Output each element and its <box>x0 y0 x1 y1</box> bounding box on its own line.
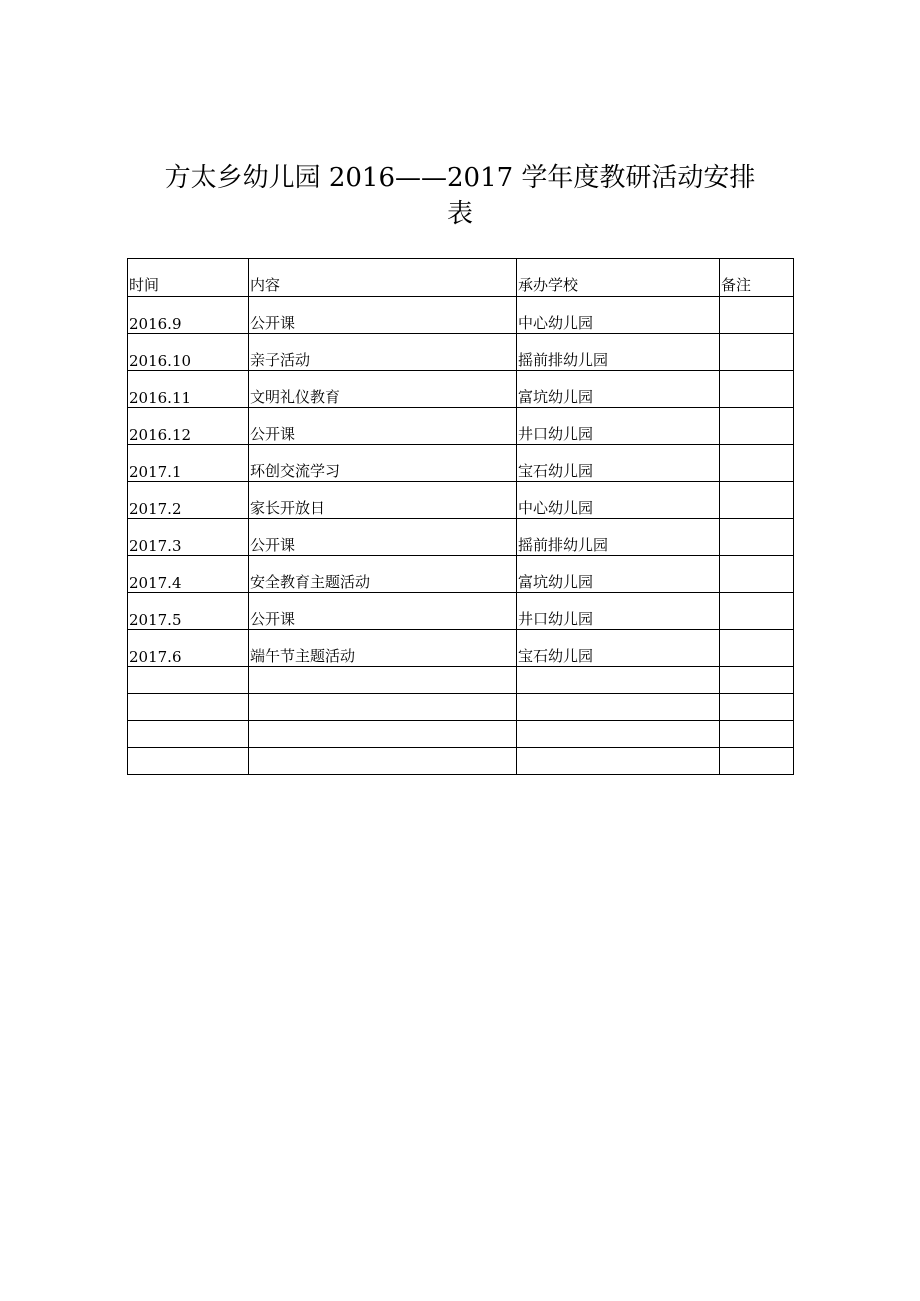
empty-cell <box>517 667 720 694</box>
cell-time: 2017.1 <box>128 445 249 482</box>
cell-school: 中心幼儿园 <box>517 482 720 519</box>
cell-content: 文明礼仪教育 <box>249 371 517 408</box>
header-time: 时间 <box>128 259 249 297</box>
cell-content: 公开课 <box>249 593 517 630</box>
cell-school: 中心幼儿园 <box>517 297 720 334</box>
cell-time: 2017.3 <box>128 519 249 556</box>
table-row <box>128 408 794 445</box>
cell-school: 宝石幼儿园 <box>517 630 720 667</box>
activity-schedule-table <box>127 258 794 775</box>
empty-cell <box>249 667 517 694</box>
document-title <box>150 160 770 232</box>
empty-cell <box>249 721 517 748</box>
cell-school: 摇前排幼儿园 <box>517 519 720 556</box>
empty-cell <box>128 694 249 721</box>
cell-time: 2016.10 <box>128 334 249 371</box>
cell-school: 摇前排幼儿园 <box>517 334 720 371</box>
empty-table-row <box>128 694 794 721</box>
cell-remarks <box>720 519 794 556</box>
empty-cell <box>128 748 249 775</box>
empty-cell <box>128 721 249 748</box>
empty-cell <box>720 694 794 721</box>
cell-time: 2016.12 <box>128 408 249 445</box>
table-row <box>128 519 794 556</box>
cell-content: 亲子活动 <box>249 334 517 371</box>
empty-cell <box>249 694 517 721</box>
empty-table-row <box>128 748 794 775</box>
empty-cell <box>517 748 720 775</box>
table-row <box>128 593 794 630</box>
header-remarks: 备注 <box>720 259 794 297</box>
empty-cell <box>517 721 720 748</box>
empty-cell <box>720 748 794 775</box>
cell-time: 2017.5 <box>128 593 249 630</box>
cell-remarks <box>720 593 794 630</box>
cell-time: 2017.2 <box>128 482 249 519</box>
cell-school: 富坑幼儿园 <box>517 371 720 408</box>
cell-remarks <box>720 556 794 593</box>
cell-content: 公开课 <box>249 519 517 556</box>
header-content: 内容 <box>249 259 517 297</box>
cell-remarks <box>720 334 794 371</box>
table-row <box>128 297 794 334</box>
cell-content: 公开课 <box>249 297 517 334</box>
cell-content: 公开课 <box>249 408 517 445</box>
cell-remarks <box>720 445 794 482</box>
header-school: 承办学校 <box>517 259 720 297</box>
cell-time: 2016.11 <box>128 371 249 408</box>
table-row <box>128 482 794 519</box>
cell-remarks <box>720 408 794 445</box>
cell-content: 端午节主题活动 <box>249 630 517 667</box>
empty-table-row <box>128 667 794 694</box>
cell-remarks <box>720 297 794 334</box>
cell-time: 2017.4 <box>128 556 249 593</box>
table-row <box>128 334 794 371</box>
cell-remarks <box>720 371 794 408</box>
cell-content: 安全教育主题活动 <box>249 556 517 593</box>
empty-cell <box>720 721 794 748</box>
table-row <box>128 371 794 408</box>
cell-content: 环创交流学习 <box>249 445 517 482</box>
cell-remarks <box>720 482 794 519</box>
cell-time: 2017.6 <box>128 630 249 667</box>
cell-school: 富坑幼儿园 <box>517 556 720 593</box>
cell-remarks <box>720 630 794 667</box>
table-row <box>128 556 794 593</box>
empty-cell <box>517 694 720 721</box>
cell-school: 井口幼儿园 <box>517 408 720 445</box>
cell-school: 宝石幼儿园 <box>517 445 720 482</box>
table-header-row <box>128 259 794 297</box>
cell-school: 井口幼儿园 <box>517 593 720 630</box>
empty-cell <box>249 748 517 775</box>
cell-content: 家长开放日 <box>249 482 517 519</box>
table-row <box>128 630 794 667</box>
empty-cell <box>720 667 794 694</box>
title-line-2: 表 <box>446 199 473 229</box>
empty-table-row <box>128 721 794 748</box>
table-row <box>128 445 794 482</box>
empty-cell <box>128 667 249 694</box>
title-line-1: 方太乡幼儿园 2016——2017 学年度教研活动安排 <box>164 163 756 193</box>
cell-time: 2016.9 <box>128 297 249 334</box>
